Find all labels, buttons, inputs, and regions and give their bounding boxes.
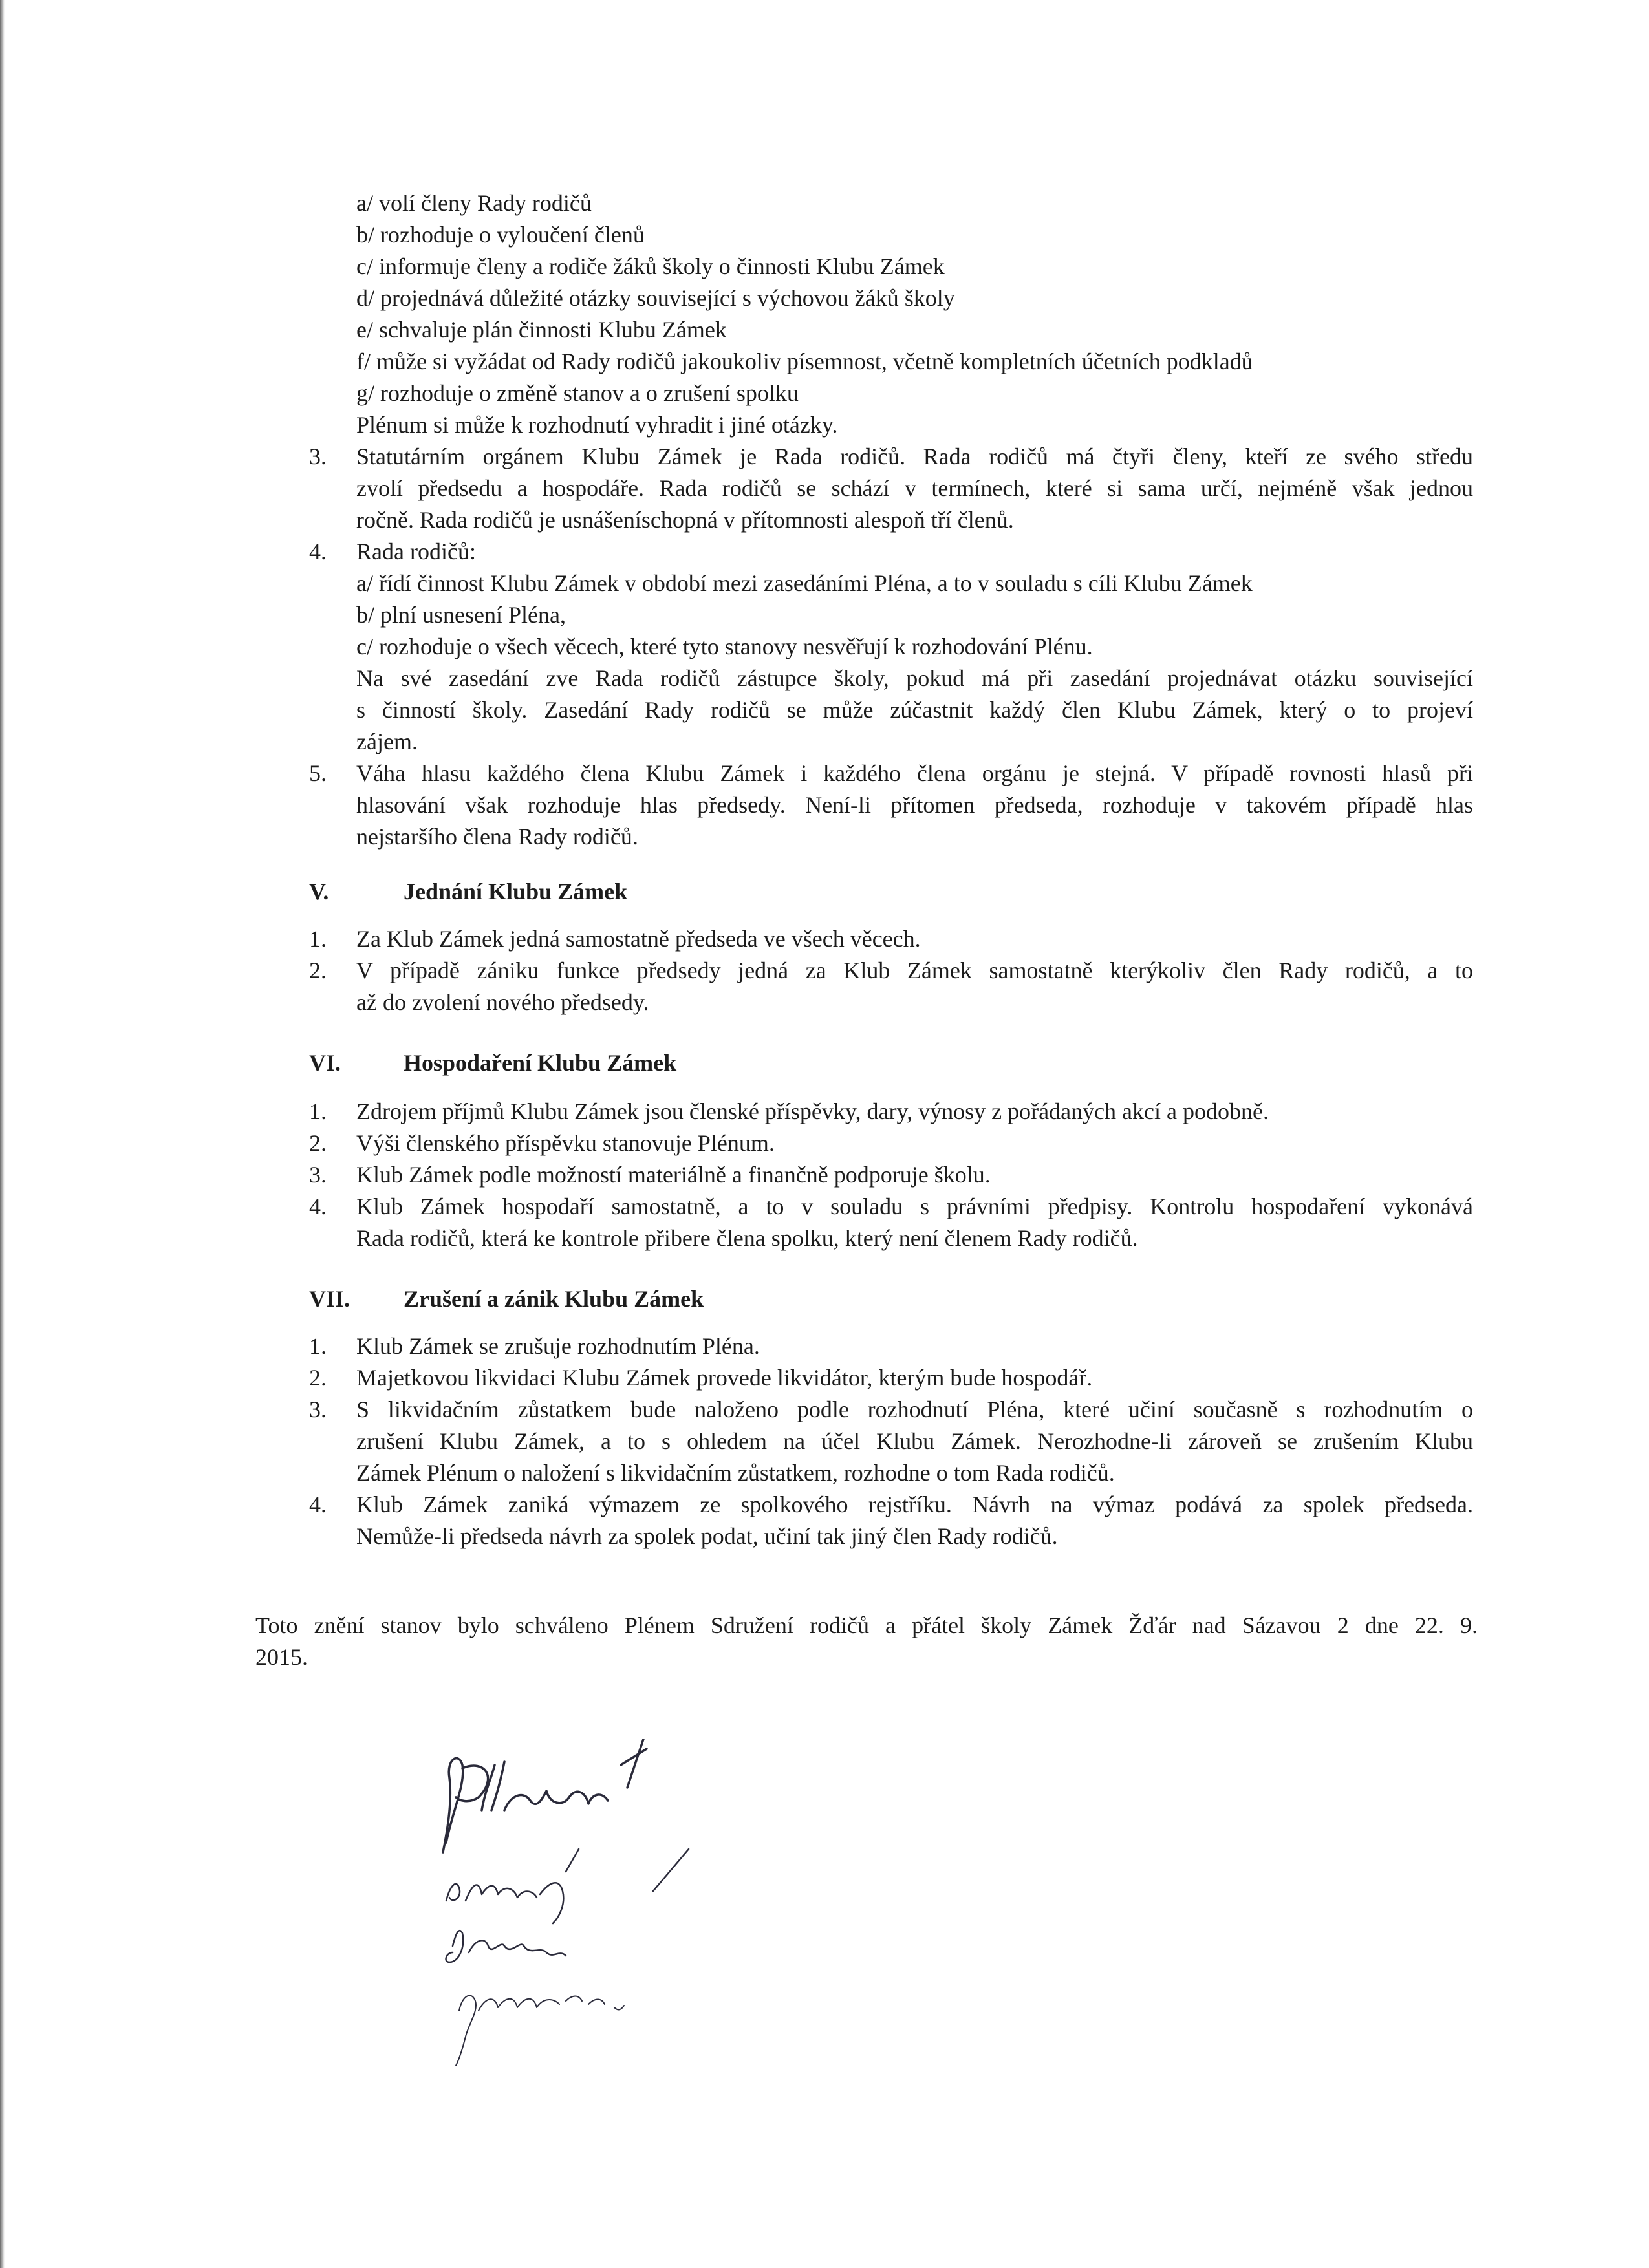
section-number: V.: [309, 879, 329, 904]
section-title: Hospodaření Klubu Zámek: [404, 1050, 677, 1076]
text-line: Nemůže-li předseda návrh za spolek podat, učiní tak jiný člen Rady rodičů.: [356, 1523, 1058, 1549]
item-text: [356, 1394, 1473, 1489]
item-number: 3.: [309, 1162, 327, 1188]
section-number: VI.: [309, 1050, 341, 1076]
text-line: Váha hlasu každého člena Klubu Zámek i každého člena orgánu je stejná. V případě rovnosti hlasů při: [356, 760, 1473, 786]
signature: [456, 1996, 624, 2066]
item-number: 3.: [309, 1396, 327, 1422]
item-text: [356, 1489, 1473, 1552]
item-text: [356, 955, 1473, 1018]
text-line: Klub Zámek hospodaří samostatně, a to v souladu s právními předpisy. Kontrolu hospodaření vykonává: [356, 1193, 1473, 1219]
text-line: a/ řídí činnost Klubu Zámek v období mezi zasedáními Pléna, a to v souladu s cíli Klubu Zámek: [356, 570, 1253, 596]
text-line: ročně. Rada rodičů je usnášeníschopná v přítomnosti alespoň tří členů.: [356, 507, 1014, 533]
item-number: 4.: [309, 1193, 327, 1219]
text-line: Zdrojem příjmů Klubu Zámek jsou členské příspěvky, dary, výnosy z pořádaných akcí a podobně.: [356, 1098, 1269, 1124]
text-line: až do zvolení nového předsedy.: [356, 989, 649, 1015]
text-line: S likvidačním zůstatkem bude naloženo podle rozhodnutí Pléna, které učiní současně s rozhodnutím o: [356, 1396, 1473, 1422]
text-line: b/ plní usnesení Pléna,: [356, 602, 566, 628]
signatures-block: [427, 1739, 763, 2075]
item-number: 2.: [309, 957, 327, 983]
text-line: Rada rodičů:: [356, 539, 476, 564]
signature: [446, 1849, 579, 1923]
item-number: 1.: [309, 1333, 327, 1359]
text-line: zájem.: [356, 729, 418, 754]
item-text: [356, 1096, 1473, 1128]
text-line: Toto znění stanov bylo schváleno Plénem Sdružení rodičů a přátel školy Zámek Žďár nad Sázavou 2 dne 22. 9.: [255, 1612, 1478, 1638]
item-text: [356, 1159, 1473, 1191]
text-line: Majetkovou likvidaci Klubu Zámek provede likvidátor, kterým bude hospodář.: [356, 1365, 1093, 1391]
text-line: Výši členského příspěvku stanovuje Plénum.: [356, 1130, 775, 1156]
text-line: nejstaršího člena Rady rodičů.: [356, 824, 638, 850]
text-line: Klub Zámek se zrušuje rozhodnutím Pléna.: [356, 1333, 760, 1359]
list-item: e/ schvaluje plán činnosti Klubu Zámek: [356, 317, 727, 343]
list-item: d/ projednává důležité otázky související s výchovou žáků školy: [356, 285, 955, 311]
item-number: 3.: [309, 444, 327, 469]
numbered-item: [309, 1191, 1473, 1254]
signature: [443, 1739, 647, 1852]
numbered-item: [309, 1128, 1473, 1159]
list-item: Plénum si může k rozhodnutí vyhradit i jiné otázky.: [356, 412, 838, 438]
text-line: Rada rodičů, která ke kontrole přibere člena spolku, který není členem Rady rodičů.: [356, 1225, 1138, 1251]
text-line: 2015.: [255, 1644, 308, 1670]
list-item: g/ rozhoduje o změně stanov a o zrušení spolku: [356, 380, 799, 406]
item-number: 2.: [309, 1365, 327, 1391]
text-line: zrušení Klubu Zámek, a to s ohledem na účel Klubu Zámek. Nerozhodne-li zároveň se zrušením Klubu: [356, 1428, 1473, 1454]
item-text: [356, 441, 1473, 536]
numbered-item: [309, 1331, 1473, 1362]
numbered-item: [309, 1489, 1473, 1552]
closing-statement: [255, 1610, 1478, 1673]
numbered-item: [309, 1362, 1473, 1394]
list-item: c/ informuje členy a rodiče žáků školy o činnosti Klubu Zámek: [356, 253, 945, 279]
item-number: 2.: [309, 1130, 327, 1156]
text-line: s činností školy. Zasedání Rady rodičů se může zúčastnit každý člen Klubu Zámek, který o to projeví: [356, 697, 1473, 723]
item-text: [356, 758, 1473, 853]
item-text: [356, 1191, 1473, 1254]
text-line: Statutárním orgánem Klubu Zámek je Rada rodičů. Rada rodičů má čtyři členy, kteří ze svého středu: [356, 444, 1473, 469]
item-number: 5.: [309, 760, 327, 786]
text-line: zvolí předsedu a hospodáře. Rada rodičů se schází v termínech, které si sama určí, nejméně však jednou: [356, 475, 1473, 501]
numbered-item: [309, 1159, 1473, 1191]
plenum-powers-list: [356, 187, 1507, 441]
text-line: c/ rozhoduje o všech věcech, které tyto stanovy nesvěřují k rozhodování Plénu.: [356, 634, 1093, 659]
item-number: 1.: [309, 926, 327, 952]
item-number: 4.: [309, 539, 327, 564]
numbered-item: [309, 923, 1473, 955]
section-title: Zrušení a zánik Klubu Zámek: [404, 1286, 704, 1312]
text-line: Klub Zámek podle možností materiálně a finančně podporuje školu.: [356, 1162, 991, 1188]
numbered-item: [309, 441, 1473, 536]
item-text: [356, 1362, 1473, 1394]
numbered-item: [309, 1096, 1473, 1128]
text-line: Na své zasedání zve Rada rodičů zástupce školy, pokud má při zasedání projednávat otázku související: [356, 665, 1473, 691]
item-text: [356, 923, 1473, 955]
list-item: b/ rozhoduje o vyloučení členů: [356, 222, 645, 248]
text-line: Zámek Plénum o naložení s likvidačním zůstatkem, rozhodne o tom Rada rodičů.: [356, 1460, 1115, 1486]
section-title: Jednání Klubu Zámek: [404, 879, 628, 904]
numbered-item: [309, 536, 1473, 758]
text-line: hlasování však rozhoduje hlas předsedy. Není-li přítomen předseda, rozhoduje v takovém případě hlas: [356, 792, 1473, 818]
item-text: [356, 536, 1473, 758]
text-line: V případě zániku funkce předsedy jedná za Klub Zámek samostatně kterýkoliv člen Rady rodičů, a to: [356, 957, 1473, 983]
list-item: f/ může si vyžádat od Rady rodičů jakoukoliv písemnost, včetně kompletních účetních podkladů: [356, 348, 1253, 374]
text-line: Klub Zámek zaniká výmazem ze spolkového rejstříku. Návrh na výmaz podává za spolek předseda.: [356, 1492, 1473, 1517]
numbered-item: [309, 758, 1473, 853]
section-number: VII.: [309, 1286, 350, 1312]
item-text: [356, 1331, 1473, 1362]
numbered-item: [309, 1394, 1473, 1489]
item-text: [356, 1128, 1473, 1159]
item-number: 1.: [309, 1098, 327, 1124]
item-number: 4.: [309, 1492, 327, 1517]
signature: [446, 1849, 689, 1962]
numbered-item: [309, 955, 1473, 1018]
list-item: a/ volí členy Rady rodičů: [356, 190, 592, 216]
text-line: Za Klub Zámek jedná samostatně předseda ve všech věcech.: [356, 926, 921, 952]
